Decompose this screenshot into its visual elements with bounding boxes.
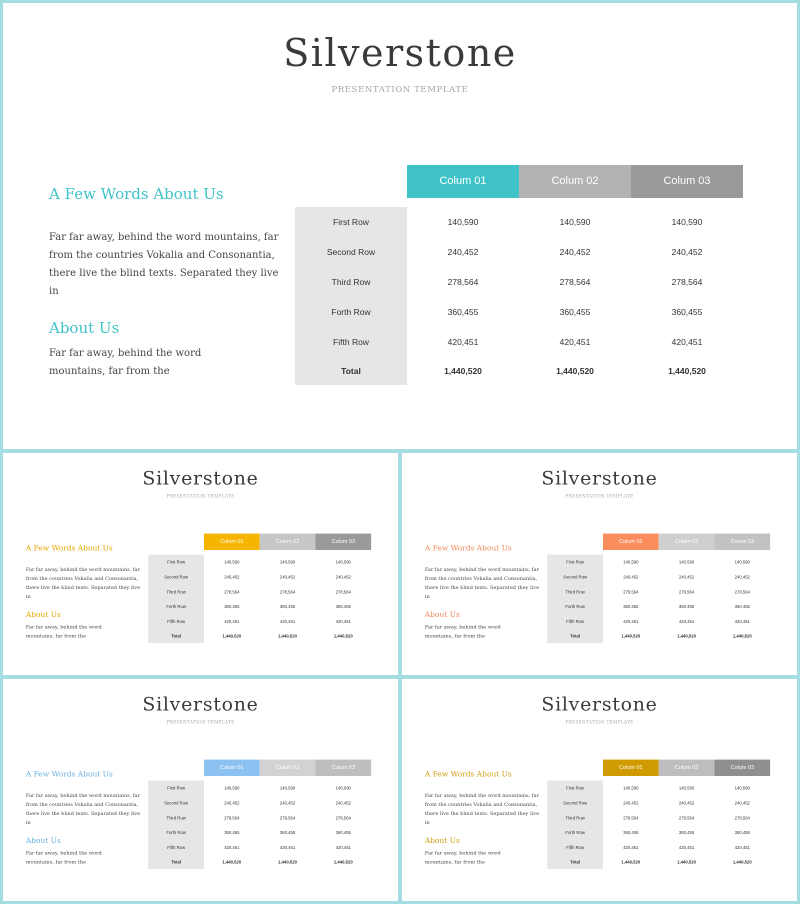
- slide-title: Silverstone: [283, 31, 517, 75]
- table-cell-total: 1,440,520: [278, 633, 297, 639]
- table-cell-total: 1,440,520: [668, 366, 706, 376]
- row-label-total: Total: [171, 859, 182, 865]
- column-header-3: Colum 03: [315, 534, 371, 550]
- table-cell: 360,455: [678, 604, 695, 610]
- row-label: Second Row: [164, 574, 189, 580]
- row-label: First Row: [167, 559, 186, 565]
- paragraph-few-words: Far far away, behind the word mountains, far from the countries Vokalia and Consonantia, there live the blind texts. Separated they live in: [25, 566, 141, 600]
- row-label: Third Row: [565, 589, 585, 595]
- table-cell: 278,564: [224, 815, 240, 821]
- column-header-1: Colum 01: [603, 534, 659, 550]
- table-cell-total: 1,440,520: [444, 366, 482, 376]
- table-cell: 140,590: [224, 785, 240, 791]
- slide-title: Silverstone: [541, 466, 658, 489]
- table-cell: 420,451: [224, 845, 240, 851]
- table-cell: 360,455: [623, 830, 639, 836]
- table-cell: 240,452: [279, 800, 296, 806]
- column-header-3: Colum 03: [714, 760, 770, 776]
- table-cell: 360,455: [734, 604, 750, 610]
- table-cell: 420,451: [335, 619, 351, 625]
- table-cell: 240,452: [734, 800, 750, 806]
- table-cell-total: 1,440,520: [222, 633, 242, 639]
- table-cell: 140,590: [559, 217, 591, 227]
- heading-about-us: About Us: [25, 836, 61, 846]
- row-label: First Row: [566, 559, 585, 565]
- paragraph-about-us: Far far away, behind the word mountains, far from the: [49, 348, 202, 377]
- slide-subtitle: PRESENTATION TEMPLATE: [166, 719, 235, 725]
- table-cell: 140,590: [623, 559, 639, 565]
- table-cell: 360,455: [279, 830, 296, 836]
- table-cell: 278,564: [279, 589, 296, 595]
- table-cell: 360,455: [671, 307, 703, 317]
- table-cell: 278,564: [279, 815, 296, 821]
- column-header-3: Colum 03: [714, 534, 770, 550]
- table-cell: 240,452: [678, 800, 695, 806]
- row-label: First Row: [566, 785, 585, 791]
- table-cell-total: 1,440,520: [677, 633, 696, 639]
- table-cell: 240,452: [678, 574, 695, 580]
- slide-title: Silverstone: [142, 466, 259, 489]
- table-cell-total: 1,440,520: [732, 633, 752, 639]
- table-cell: 278,564: [623, 815, 639, 821]
- slide-subtitle: PRESENTATION TEMPLATE: [166, 493, 235, 499]
- table-cell-total: 1,440,520: [677, 859, 696, 865]
- table-cell-total: 1,440,520: [333, 859, 353, 865]
- slide-main: [3, 3, 797, 449]
- table-cell: 420,451: [678, 845, 695, 851]
- row-label: Third Row: [166, 589, 186, 595]
- row-label: First Row: [167, 785, 186, 791]
- table-cell: 240,452: [224, 574, 240, 580]
- table-cell: 278,564: [224, 589, 240, 595]
- table-cell: 360,455: [335, 604, 351, 610]
- table-cell: 240,452: [623, 800, 639, 806]
- table-cell-total: 1,440,520: [621, 859, 641, 865]
- paragraph-about-us: Far far away, behind the word mountains, far from the: [25, 624, 102, 640]
- table-cell: 420,451: [623, 619, 639, 625]
- table-cell: 360,455: [279, 604, 296, 610]
- table-cell: 360,455: [224, 604, 240, 610]
- row-label-total: Total: [570, 859, 581, 865]
- table-cell: 420,451: [224, 619, 240, 625]
- slide-thumbnail: [3, 679, 398, 901]
- table-cell: 360,455: [559, 307, 591, 317]
- table-cell-total: 1,440,520: [278, 859, 297, 865]
- row-label: Fifth Row: [167, 619, 186, 625]
- table-cell: 240,452: [447, 247, 479, 257]
- heading-about-us: About Us: [25, 610, 61, 620]
- column-header-2: Colum 02: [260, 534, 316, 550]
- table-cell: 278,564: [734, 815, 750, 821]
- table-cell-total: 1,440,520: [333, 633, 353, 639]
- row-label: Forth Row: [331, 307, 371, 317]
- row-label: Third Row: [331, 277, 371, 287]
- slide-thumbnail: [402, 679, 797, 901]
- column-header-2: Colum 02: [260, 760, 316, 776]
- table-cell: 140,590: [279, 785, 296, 791]
- row-label-total: Total: [171, 633, 182, 639]
- table-cell: 240,452: [671, 247, 703, 257]
- paragraph-few-words: Far far away, behind the word mountains, far from the countries Vokalia and Consonantia, there live the blind texts. Separated they live in: [424, 792, 540, 826]
- table-cell: 240,452: [335, 800, 351, 806]
- heading-few-words: A Few Words About Us: [25, 543, 113, 553]
- table-cell: 278,564: [335, 815, 351, 821]
- table-cell: 420,451: [734, 619, 750, 625]
- table-cell: 360,455: [447, 307, 479, 317]
- paragraph-about-us: Far far away, behind the word mountains, far from the: [25, 850, 102, 866]
- column-header-1: Colum 01: [204, 534, 260, 550]
- table-cell: 278,564: [678, 815, 695, 821]
- row-label: Forth Row: [565, 604, 585, 610]
- slide-thumbnail: [402, 453, 797, 675]
- table-cell: 420,451: [335, 845, 351, 851]
- row-label: Second Row: [563, 574, 588, 580]
- table-cell: 140,590: [279, 559, 296, 565]
- table-cell: 360,455: [224, 830, 240, 836]
- paragraph-about-us: Far far away, behind the word mountains, far from the: [424, 624, 501, 640]
- table-cell: 140,590: [335, 559, 351, 565]
- row-label: Second Row: [563, 800, 588, 806]
- heading-about-us: About Us: [424, 610, 460, 620]
- column-header-2: Colum 02: [659, 534, 715, 550]
- row-label: Third Row: [565, 815, 585, 821]
- heading-few-words: A Few Words About Us: [424, 543, 512, 553]
- slide-subtitle: PRESENTATION TEMPLATE: [565, 719, 634, 725]
- table-cell: 420,451: [734, 845, 750, 851]
- row-label: Fifth Row: [333, 337, 369, 347]
- paragraph-few-words: Far far away, behind the word mountains, far from the countries Vokalia and Consonantia, there live the blind texts. Separated they live in: [424, 566, 540, 600]
- table-cell: 140,590: [671, 217, 703, 227]
- table-cell: 140,590: [734, 559, 750, 565]
- row-label-total: Total: [570, 633, 581, 639]
- table-cell: 360,455: [335, 830, 351, 836]
- column-header-1: Colum 01: [603, 760, 659, 776]
- paragraph-few-words: Far far away, behind the word mountains, far from the countries Vokalia and Consonantia, there live the blind texts. Separated they live in: [25, 792, 141, 826]
- row-label: Fifth Row: [167, 845, 186, 851]
- table-cell: 278,564: [734, 589, 750, 595]
- row-label-total: Total: [341, 366, 361, 376]
- row-label: Second Row: [164, 800, 189, 806]
- row-label: First Row: [333, 217, 369, 227]
- table-cell: 360,455: [734, 830, 750, 836]
- slide-title: Silverstone: [142, 692, 259, 715]
- table-cell: 240,452: [734, 574, 750, 580]
- table-cell: 240,452: [559, 247, 591, 257]
- slide-subtitle: PRESENTATION TEMPLATE: [565, 493, 634, 499]
- table-cell: 140,590: [447, 217, 479, 227]
- heading-few-words: A Few Words About Us: [25, 769, 113, 779]
- column-header-3: Colum 03: [631, 165, 743, 198]
- heading-about-us: About Us: [49, 319, 120, 337]
- table-cell-total: 1,440,520: [732, 859, 752, 865]
- table-cell: 420,451: [678, 619, 695, 625]
- slide-subtitle: PRESENTATION TEMPLATE: [331, 85, 469, 95]
- table-cell: 278,564: [678, 589, 695, 595]
- table-cell: 140,590: [623, 785, 639, 791]
- column-header-2: Colum 02: [519, 165, 631, 198]
- table-cell: 420,451: [671, 337, 703, 347]
- table-cell-total: 1,440,520: [222, 859, 242, 865]
- paragraph-about-us: Far far away, behind the word mountains, far from the: [424, 850, 501, 866]
- table-cell: 278,564: [671, 277, 703, 287]
- row-label: Forth Row: [166, 830, 186, 836]
- table-cell: 240,452: [623, 574, 639, 580]
- table-cell: 278,564: [447, 277, 479, 287]
- table-cell-total: 1,440,520: [621, 633, 641, 639]
- table-cell: 420,451: [447, 337, 479, 347]
- row-label: Forth Row: [166, 604, 186, 610]
- table-cell: 240,452: [224, 800, 240, 806]
- table-cell: 140,590: [734, 785, 750, 791]
- paragraph-few-words: Far far away, behind the word mountains, far from the countries Vokalia and Consonantia, there live the blind texts. Separated they live in: [49, 232, 279, 297]
- table-cell: 278,564: [335, 589, 351, 595]
- table-cell: 360,455: [678, 830, 695, 836]
- slide-thumbnail: [3, 453, 398, 675]
- table-cell: 240,452: [279, 574, 296, 580]
- table-cell: 240,452: [335, 574, 351, 580]
- table-cell: 420,451: [559, 337, 591, 347]
- table-cell: 278,564: [623, 589, 639, 595]
- heading-few-words: A Few Words About Us: [49, 185, 224, 203]
- heading-about-us: About Us: [424, 836, 460, 846]
- table-cell: 140,590: [678, 559, 695, 565]
- table-cell: 420,451: [279, 845, 296, 851]
- table-cell: 420,451: [623, 845, 639, 851]
- row-label: Forth Row: [565, 830, 585, 836]
- table-cell: 420,451: [279, 619, 296, 625]
- table-cell-total: 1,440,520: [556, 366, 594, 376]
- row-label: Fifth Row: [566, 845, 585, 851]
- row-label: Second Row: [326, 247, 376, 257]
- column-header-3: Colum 03: [315, 760, 371, 776]
- column-header-2: Colum 02: [659, 760, 715, 776]
- table-cell: 360,455: [623, 604, 639, 610]
- column-header-1: Colum 01: [407, 165, 519, 198]
- table-cell: 140,590: [335, 785, 351, 791]
- table-cell: 278,564: [559, 277, 591, 287]
- column-header-1: Colum 01: [204, 760, 260, 776]
- table-cell: 140,590: [678, 785, 695, 791]
- row-label: Third Row: [166, 815, 186, 821]
- slide-title: Silverstone: [541, 692, 658, 715]
- table-cell: 140,590: [224, 559, 240, 565]
- row-label: Fifth Row: [566, 619, 585, 625]
- heading-few-words: A Few Words About Us: [424, 769, 512, 779]
